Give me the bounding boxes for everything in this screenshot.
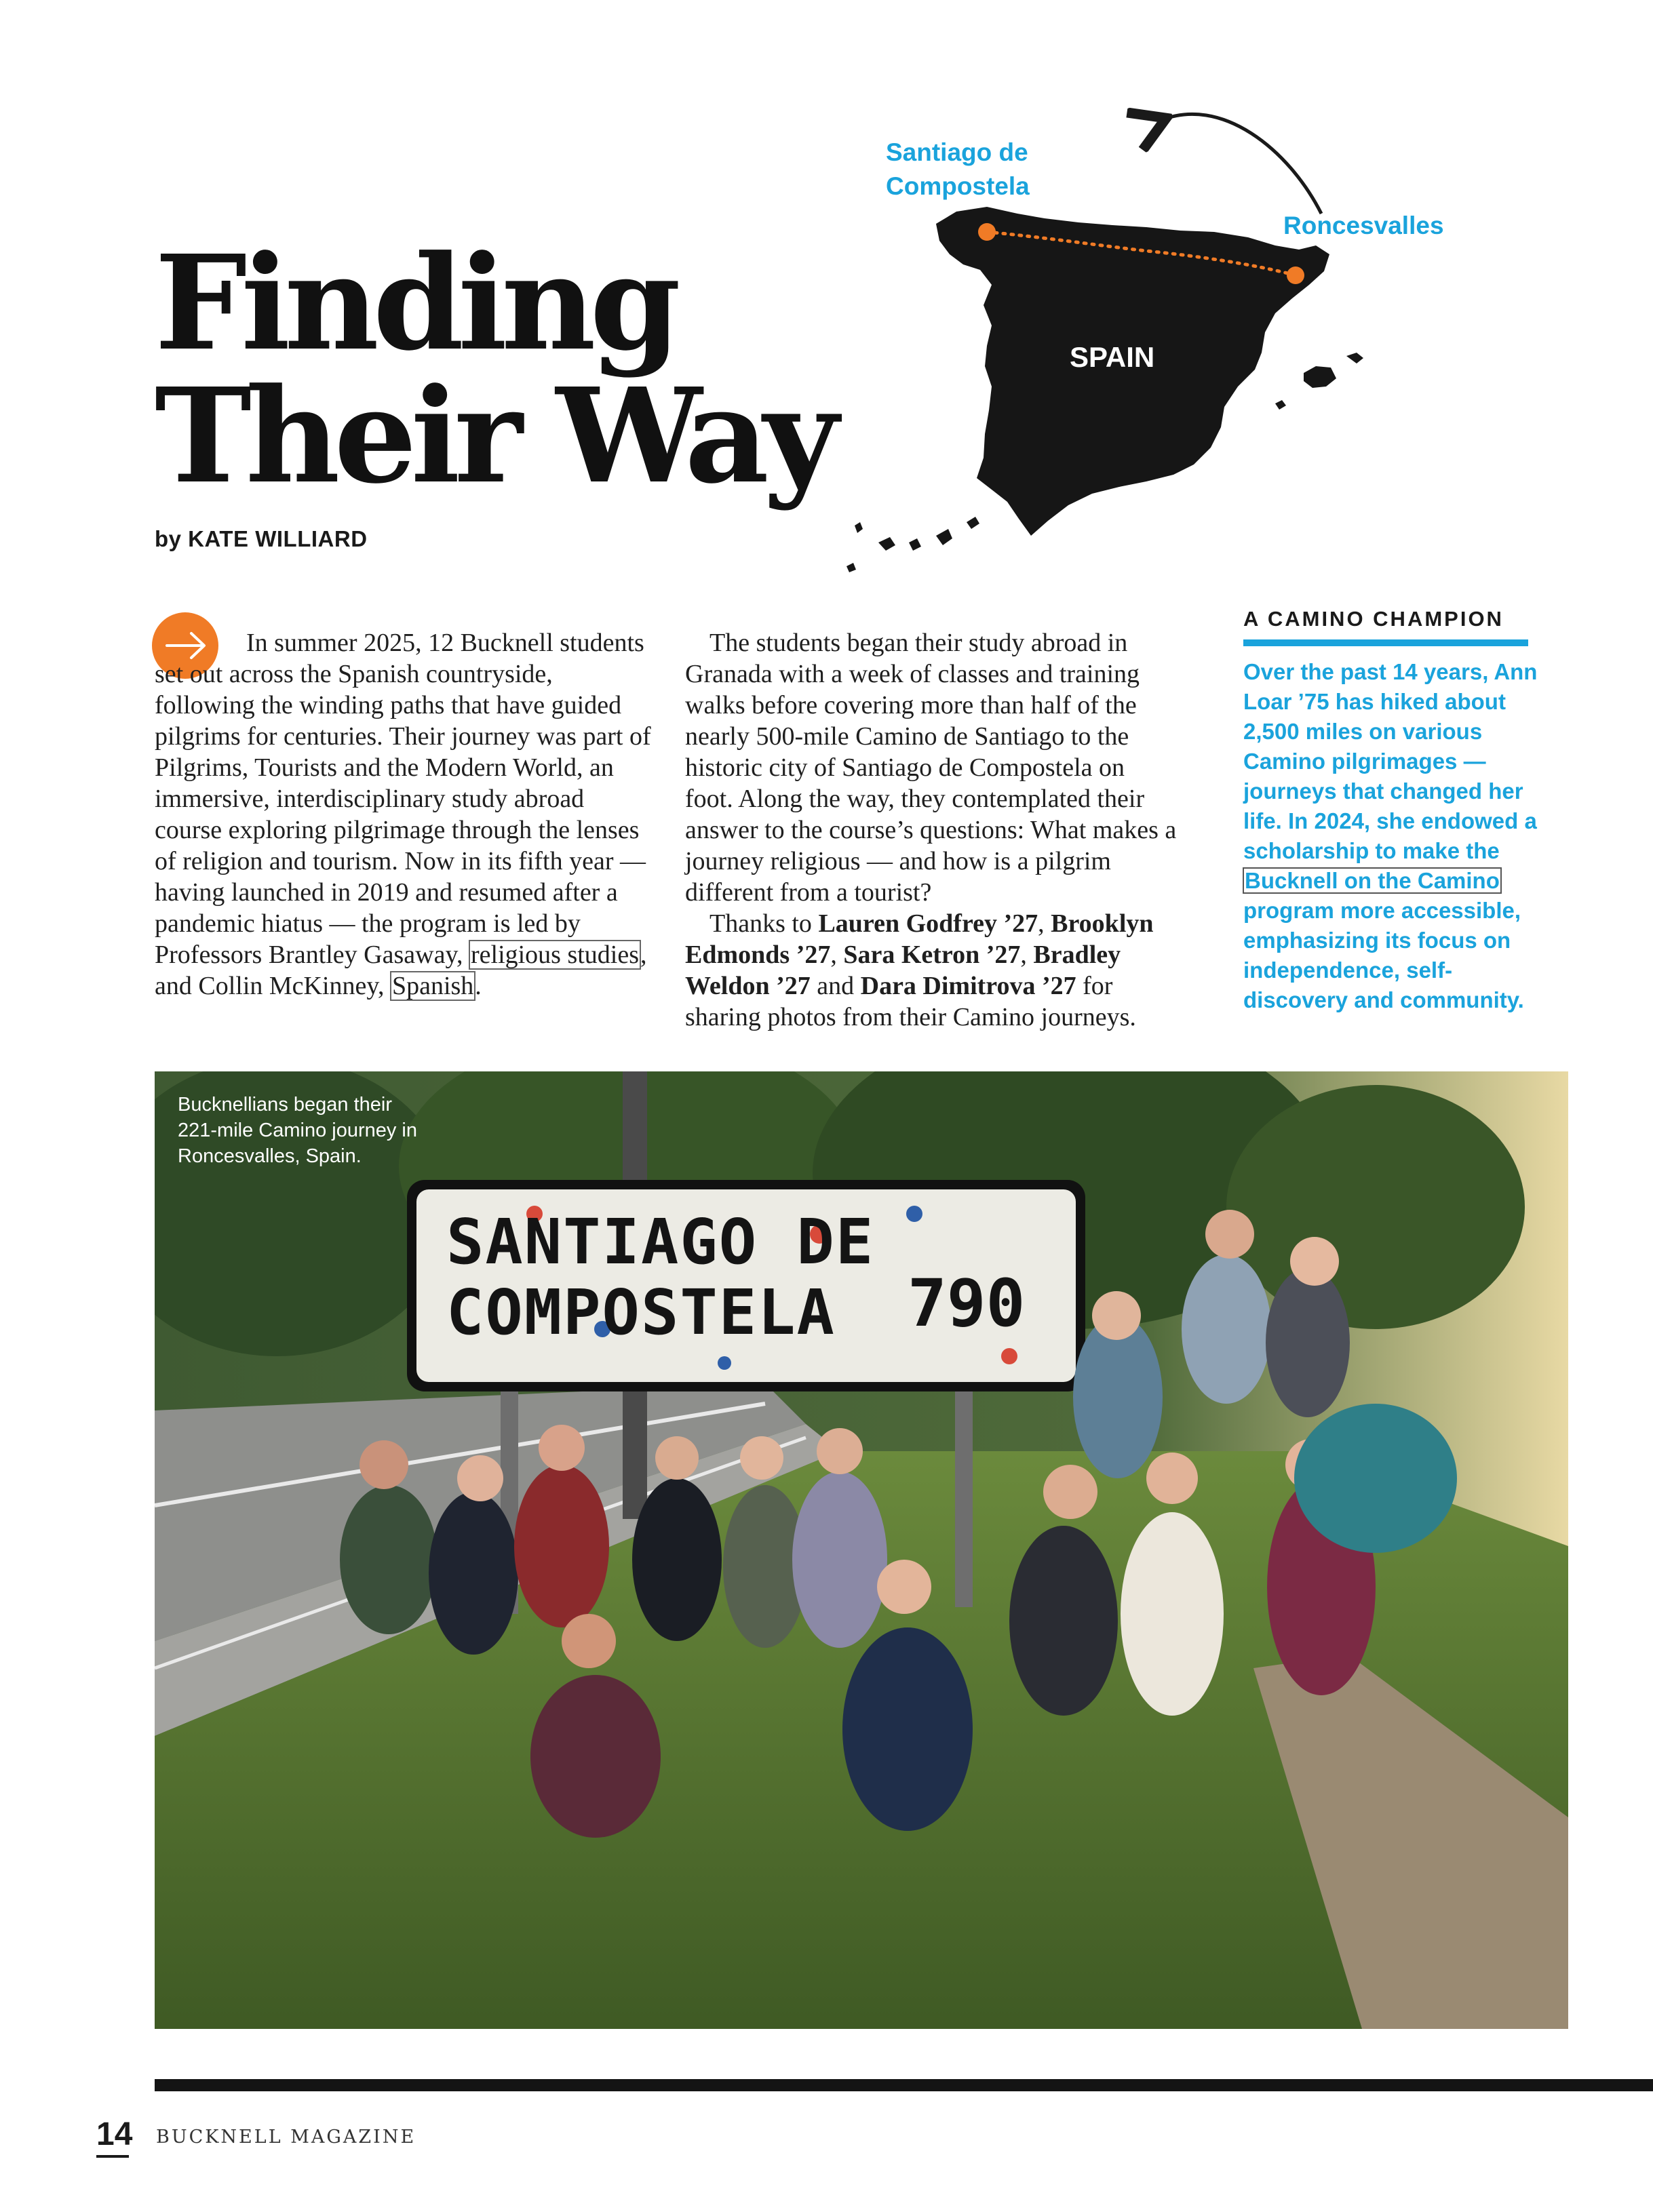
spain-label: SPAIN bbox=[1070, 341, 1155, 373]
sidebar-heading: A CAMINO CHAMPION bbox=[1243, 607, 1504, 631]
santiago-marker bbox=[978, 223, 996, 241]
credit-name: Bradley Weldon ’27 bbox=[685, 941, 1121, 1000]
credit-name: Lauren Godfrey ’27 bbox=[818, 909, 1038, 938]
sidebar-text: Over the past 14 years, Ann Loar ’75 has hiked about 2,500 miles on various Camino pilgrimages — journeys that changed her life. In 2024, she endowed a scholarship to make the Bucknell on the Camino program more accessible, emphasizing its focus on independence, self-discovery and community. bbox=[1243, 659, 1538, 1012]
route-arc-arrow bbox=[1160, 114, 1321, 214]
footer-rule bbox=[155, 2079, 1653, 2091]
body-column-2 bbox=[685, 627, 1177, 1033]
road-sign bbox=[446, 1207, 874, 1348]
page-number-underline bbox=[96, 2155, 129, 2158]
sidebar-camino-champion bbox=[1243, 606, 1555, 1015]
sign-line-1: SANTIAGO DE bbox=[446, 1206, 875, 1278]
paragraph-2: The students began their study abroad in Granada with a week of classes and training walks before covering more than half of the nearly 500-mile Camino de Santiago to the historic city of Santiago de Compostela on foot. Along the way, they contemplated their answer to the course’s questions: What makes a journey religious — and how is a pilgrim different from a tourist? bbox=[685, 629, 1177, 907]
group-photo bbox=[155, 1071, 1568, 2029]
page-number: 14 bbox=[96, 2116, 133, 2152]
sign-distance: 790 bbox=[908, 1265, 1026, 1341]
title-line-2: Their Way bbox=[155, 360, 833, 513]
title-line-1: Finding bbox=[155, 227, 675, 380]
credit-name: Brooklyn Edmonds ’27 bbox=[685, 909, 1154, 969]
paragraph-1: In summer 2025, 12 Bucknell students set out across the Spanish countryside, following the winding paths that have guided pilgrims for centuries. Their journey was part of Pilgrims, Tourists and the Modern World, an immersive, interdisciplinary study abroad course exploring pilgrimage through the lenses of religion and tourism. Now in its fifth year — having launched in 2019 and resumed after a pandemic hiatus — the program is led by Professors Brantley Gasaway, religious studies, and Collin McKinney, Spanish. bbox=[155, 629, 651, 1000]
article-title bbox=[155, 227, 833, 513]
roncesvalles-marker bbox=[1287, 266, 1304, 284]
paragraph-3: Thanks to Lauren Godfrey ’27, Brooklyn Edmonds ’27, Sara Ketron ’27, Bradley Weldon ’27 and Dara Dimitrova ’27 for sharing photos from their Camino journeys. bbox=[685, 909, 1154, 1031]
religious-studies-link[interactable]: religious studies bbox=[470, 941, 640, 969]
sidebar-rule bbox=[1243, 639, 1528, 646]
byline: by KATE WILLIARD bbox=[155, 526, 368, 551]
credit-name: Dara Dimitrova ’27 bbox=[860, 972, 1076, 1000]
photo-caption: Bucknellians began their 221-mile Camino journey in Roncesvalles, Spain. bbox=[178, 1094, 417, 1167]
santiago-label: Santiago de Compostela bbox=[886, 138, 1030, 200]
credit-name: Sara Ketron ’27 bbox=[843, 941, 1021, 969]
bucknell-on-the-camino-link[interactable]: Bucknell on the Camino bbox=[1245, 868, 1500, 893]
body-column-1 bbox=[155, 627, 653, 1002]
route-map bbox=[841, 68, 1465, 583]
magazine-name: BUCKNELL MAGAZINE bbox=[156, 2127, 416, 2148]
roncesvalles-label: Roncesvalles bbox=[1283, 212, 1444, 239]
sign-line-2: COMPOSTELA bbox=[446, 1276, 836, 1349]
spanish-link[interactable]: Spanish bbox=[391, 972, 474, 1000]
